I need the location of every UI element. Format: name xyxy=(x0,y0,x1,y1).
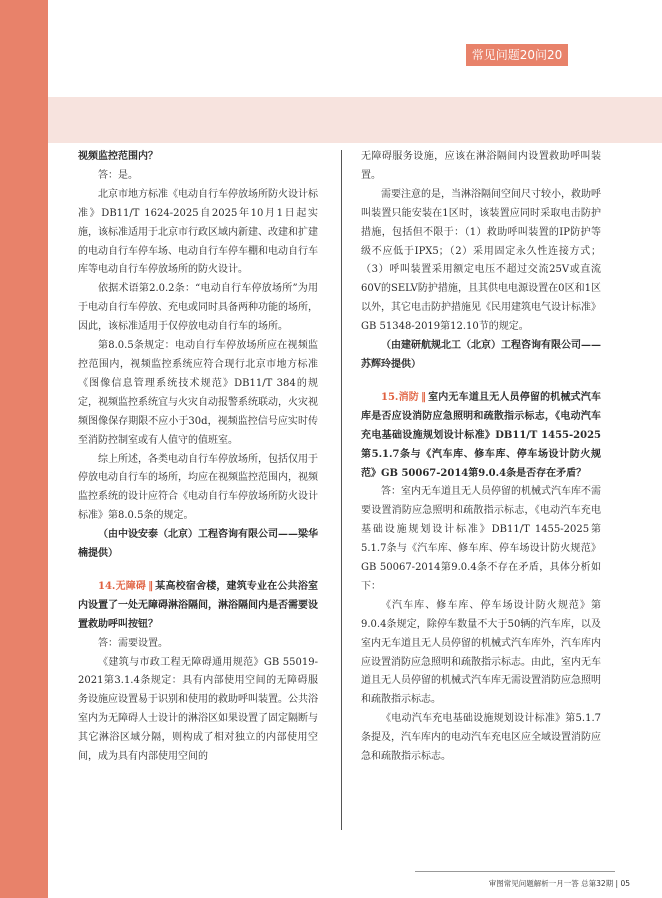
answer-paragraph: 答：室内无车道且无人员停留的机械式汽车库不需要设置消防应急照明和疏散指示标志，《电动汽车充电基础设施规划设计标准》DB11/T 1455-2025第5.1.7条与《汽车库、修车库、停车场设计防火规范》GB 50067-2014第9.0.4条不存在矛盾，具体分析如下： xyxy=(361,486,601,592)
answer-paragraph: 答：是。 xyxy=(98,169,138,181)
question-15 xyxy=(361,389,601,484)
answer-paragraph: 《建筑与市政工程无障碍通用规范》GB 55019-2021第3.1.4条规定：具有内部使用空间的无障碍服务设施应设置易于识别和使用的救助呼叫装置。公共浴室内为无障碍人士设计的淋浴区如果设置了固定隔断与其它淋浴区域分隔，则构成了相对独立的内部使用空间，成为具有内部使用空间的 xyxy=(78,656,318,763)
answer-paragraph: 依据术语第2.0.2条：“电动自行车停放场所”为用于电动自行车停放、充电或同时具备两种功能的场所，因此，该标准适用于仅停放电动自行车的场所。 xyxy=(78,283,318,333)
column-divider xyxy=(341,150,342,830)
footer-rule xyxy=(415,871,615,872)
section-tab: 常见问题20问20答 xyxy=(466,44,568,66)
header-band xyxy=(48,97,662,143)
left-column xyxy=(78,148,318,767)
answer-paragraph: 《汽车库、修车库、停车场设计防火规范》第9.0.4条规定，除停车数量不大于50辆的汽车库，以及室内无车道且无人员停留的机械式汽车库外，汽车库内应设置消防应急照明和疏散指示标志。由此，室内无车道且无人员停留的机械式汽车库无需设置消防应急照明和疏散指示标志。 xyxy=(361,599,601,706)
question-14 xyxy=(78,578,318,635)
page-footer: 审图常见问题解析一月一答 总第32期 | 05 xyxy=(488,879,630,888)
right-column xyxy=(361,148,601,767)
answer-paragraph: 需要注意的是，当淋浴隔间空间尺寸较小，救助呼叫装置只能安装在1区时，该装置应同时采取电击防护措施，包括但不限于：（1）救助呼叫装置的IP防护等级不应低于IPX5；（2）采用固定永久性连接方式；（3）呼叫装置采用额定电压不超过交流25V或直流60V的SELV防护措施，且其供电电源设置在0区和1区以外，其它电击防护措施见《民用建筑电气设计标准》GB 51348-2019第12.10节的规定。 xyxy=(361,188,601,333)
credit-line: （由建研航规北工（北京）工程咨询有限公司——苏辉玲提供） xyxy=(361,340,601,370)
credit-line: （由中设安泰（北京）工程咨询有限公司——梁华楠提供） xyxy=(78,529,318,560)
question-separator: ‖ xyxy=(148,580,154,592)
question-15-label: 15.消防 xyxy=(381,391,419,403)
left-accent-strip xyxy=(0,0,48,898)
question-separator: ‖ xyxy=(420,391,426,403)
answer-paragraph: 综上所述，各类电动自行车停放场所，包括仅用于停放电动自行车的场所，均应在视频监控范围内，视频监控系统的设计应符合《电动自行车停放场所防火设计标准》第8.0.5条的规定。 xyxy=(78,453,318,522)
answer-paragraph: 北京市地方标准《电动自行车停放场所防火设计标准》DB11/T 1624-2025自2025年10月1日起实施，该标准适用于北京市行政区域内新建、改建和扩建的电动自行车停车场、电动自行车停车棚和电动自行车库等电动自行车停放场所的防火设计。 xyxy=(78,188,318,276)
question-14-text: 某高校宿舍楼，建筑专业在公共浴室内设置了一处无障碍淋浴隔间，淋浴隔间内是否需要设置救助呼叫按钮？ xyxy=(78,580,318,630)
question-15-text: 室内无车道且无人员停留的机械式汽车库是否应设消防应急照明和疏散指示标志，《电动汽车充电基础设施规划设计标准》DB11/T 1455-2025第5.1.7条与《汽车库、修车库、停车场设计防火规范》GB 50067-2014第9.0.4条是否存在矛盾？ xyxy=(361,391,601,479)
question-14-label: 14.无障碍 xyxy=(98,580,147,592)
question-tail: 视频监控范围内？ xyxy=(78,151,158,162)
answer-paragraph: 第8.0.5条规定：电动自行车停放场所应在视频监控范围内，视频监控系统应符合现行北京市地方标准《图像信息管理系统技术规范》DB11/T 384的规定，视频监控系统宜与火灾自动报警系统联动，火灾视频图像保存期限不应小于30d，视频监控信号应实时传至消防控制室或有人值守的值班室。 xyxy=(78,340,318,446)
answer-paragraph: 《电动汽车充电基础设施规划设计标准》第5.1.7条提及，汽车库内的电动汽车充电区应全域设置消防应急和疏散指示标志。 xyxy=(361,713,601,763)
answer-paragraph: 答：需要设置。 xyxy=(98,637,168,649)
answer-paragraph: 无障碍服务设施，应该在淋浴隔间内设置救助呼叫装置。 xyxy=(361,151,601,181)
